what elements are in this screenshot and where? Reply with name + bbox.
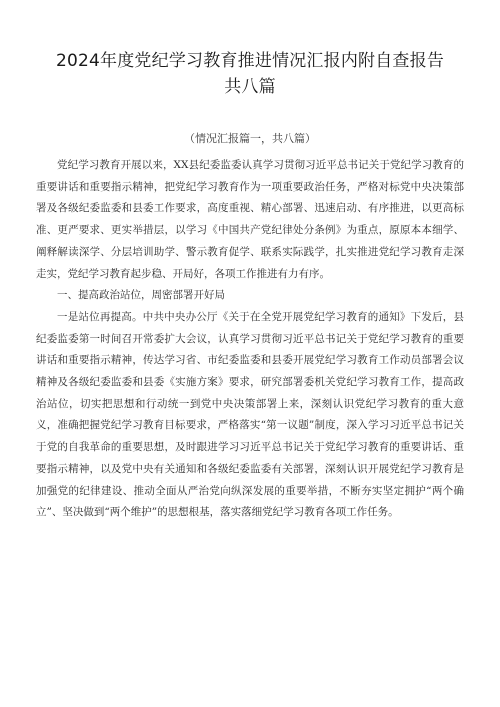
body-paragraph: 一是站位再提高。中共中央办公厅《关于在全党开展党纪学习教育的通知》下发后，县纪委监委第一时间召开常委扩大会议，认真学习贯彻习近平总书记关于党纪学习教育的重要讲话和重要指示精神，传达学习省、市纪委监委和县委开展党纪学习教育工作动员部署会议精神及各级纪委监委和县委《实施方案》要求，研究部署委机关党纪学习教育工作，提高政治站位，切实把思想和行动统一到党中央决策部署上来，深刻认识党纪学习教育的重大意义，准确把握党纪学习教育目标要求，严格落实“第一议题”制度，深入学习习近平总书记关于党的自我革命的重要思想，及时跟进学习习近平总书记关于党纪学习教育的重要讲话、重要指示精神，以及党中央有关通知和各级纪委监委有关部署，深刻认识开展党纪学习教育是加强党的纪律建设、推动全面从严治党向纵深发展的重要举措，不断夯实坚定拥护“两个确立”、坚决做到“两个维护”的思想根基，落实落细党纪学习教育各项工作任务。: [36, 310, 464, 519]
document-body: [36, 155, 464, 524]
intro-paragraph: 党纪学习教育开展以来，XX县纪委监委认真学习贯彻习近平总书记关于党纪学习教育的重要讲话和重要指示精神，把党纪学习教育作为一项重要政治任务，严格对标党中央决策部署及各级纪委监委和县委工作要求，高度重视、精心部署、迅速启动、有序推进，以更高标准、更严要求、更实举措层，以学习《中国共产党纪律处分条例》为重点，原原本本细学、阐释解读深学、分层培训助学、警示教育促学、联系实际践学，扎实推进党纪学习教育走深走实，党纪学习教育起步稳、开局好，各项工作推进有力有序。: [36, 159, 464, 280]
document-subtitle: （情况汇报篇一，共八篇）: [184, 132, 316, 145]
section-heading: 一、提高政治站位，周密部署开好局: [57, 289, 225, 302]
document-title: 2024年度党纪学习教育推进情况汇报内附自查报告共八篇: [55, 51, 445, 97]
